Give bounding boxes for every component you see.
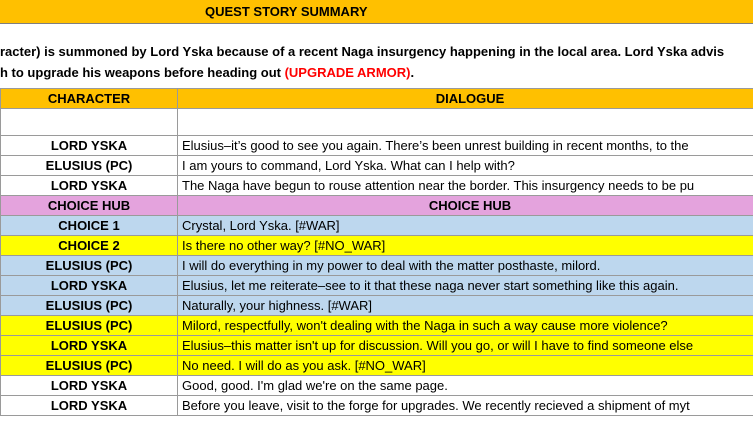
dialogue-cell[interactable]: Crystal, Lord Yska. [#WAR] — [178, 216, 753, 236]
character-cell[interactable]: CHOICE HUB — [1, 196, 178, 216]
dialogue-cell[interactable]: Elusius, let me reiterate–see to it that these naga never start something like this again. — [178, 276, 753, 296]
character-cell[interactable]: ELUSIUS (PC) — [1, 256, 178, 276]
character-cell[interactable]: LORD YSKA — [1, 276, 178, 296]
dialogue-cell[interactable]: The Naga have begun to rouse attention near the border. This insurgency needs to be pu — [178, 176, 753, 196]
summary-line-2-text: h to upgrade his weapons before heading out — [0, 65, 285, 80]
dialogue-cell[interactable]: Before you leave, visit to the forge for upgrades. We recently recieved a shipment of myt — [178, 396, 753, 416]
table-header-row — [1, 89, 753, 109]
table-row — [1, 296, 753, 316]
character-cell[interactable]: ELUSIUS (PC) — [1, 356, 178, 376]
empty-cell[interactable] — [178, 109, 753, 136]
character-cell[interactable]: CHOICE 2 — [1, 236, 178, 256]
dialogue-cell[interactable]: Is there no other way? [#NO_WAR] — [178, 236, 753, 256]
table-row — [1, 356, 753, 376]
table-row — [1, 176, 753, 196]
character-cell[interactable]: LORD YSKA — [1, 136, 178, 156]
character-cell[interactable]: ELUSIUS (PC) — [1, 316, 178, 336]
dialogue-cell[interactable]: I am yours to command, Lord Yska. What can I help with? — [178, 156, 753, 176]
title-text: QUEST STORY SUMMARY — [205, 4, 368, 19]
dialogue-cell[interactable]: Elusius–this matter isn't up for discussion. Will you go, or will I have to find someone else — [178, 336, 753, 356]
character-cell[interactable]: LORD YSKA — [1, 336, 178, 356]
empty-cell[interactable] — [1, 109, 178, 136]
table-row — [1, 336, 753, 356]
table-row — [1, 156, 753, 176]
table-row — [1, 396, 753, 416]
dialogue-cell[interactable]: CHOICE HUB — [178, 196, 753, 216]
table-row — [1, 256, 753, 276]
table-row — [1, 136, 753, 156]
choice-row — [1, 216, 753, 236]
dialogue-cell[interactable]: I will do everything in my power to deal with the matter posthaste, milord. — [178, 256, 753, 276]
upgrade-armor-tag: (UPGRADE ARMOR) — [284, 65, 411, 80]
character-cell[interactable]: LORD YSKA — [1, 396, 178, 416]
dialogue-cell[interactable]: Milord, respectfully, won't dealing with the Naga in such a way cause more violence? — [178, 316, 753, 336]
character-cell[interactable]: CHOICE 1 — [1, 216, 178, 236]
character-cell[interactable]: ELUSIUS (PC) — [1, 296, 178, 316]
table-row — [1, 276, 753, 296]
summary-line-2-end: . — [410, 65, 415, 80]
character-cell[interactable]: ELUSIUS (PC) — [1, 156, 178, 176]
summary-cell[interactable] — [0, 24, 753, 88]
dialogue-table — [0, 88, 753, 416]
character-cell[interactable]: LORD YSKA — [1, 376, 178, 396]
dialogue-cell[interactable]: No need. I will do as you ask. [#NO_WAR] — [178, 356, 753, 376]
character-cell[interactable]: LORD YSKA — [1, 176, 178, 196]
dialogue-cell[interactable]: Naturally, your highness. [#WAR] — [178, 296, 753, 316]
choice-row — [1, 236, 753, 256]
table-row — [1, 316, 753, 336]
summary-line-1: racter) is summoned by Lord Yska because of a recent Naga insurgency happening in the local area. Lord Yska advis — [0, 44, 725, 59]
title-cell[interactable] — [0, 0, 753, 24]
empty-row — [1, 109, 753, 136]
dialogue-cell[interactable]: Elusius–it’s good to see you again. There’s been unrest building in recent months, to the — [178, 136, 753, 156]
choice-hub-row — [1, 196, 753, 216]
dialogue-cell[interactable]: Good, good. I'm glad we're on the same page. — [178, 376, 753, 396]
table-row — [1, 376, 753, 396]
header-dialogue[interactable]: DIALOGUE — [178, 89, 753, 109]
header-character[interactable]: CHARACTER — [1, 89, 178, 109]
summary-line-2 — [0, 65, 753, 80]
